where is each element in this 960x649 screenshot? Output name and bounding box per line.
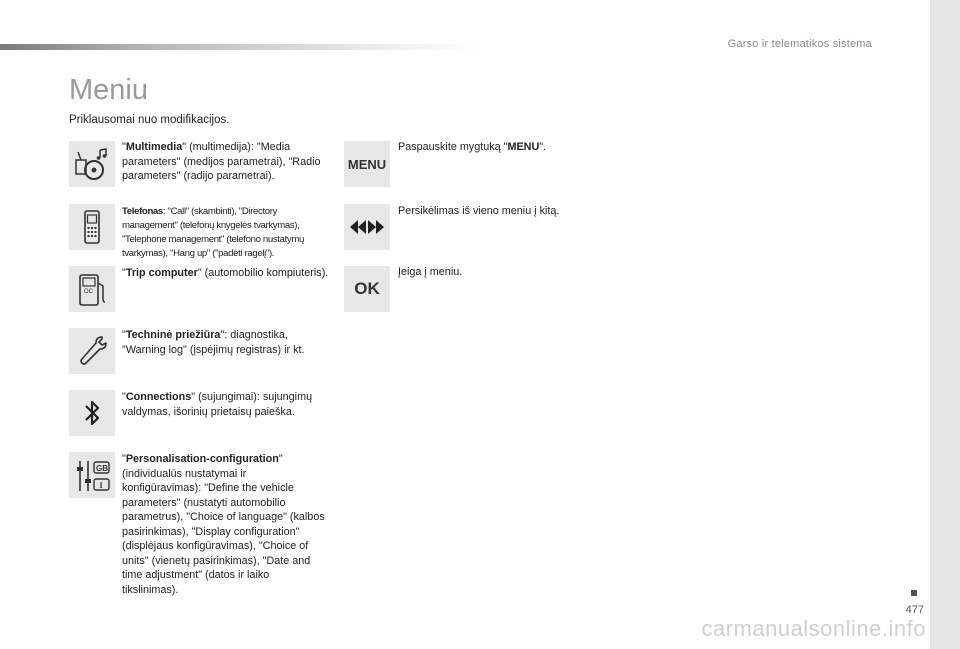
menu-item-telephone [122, 205, 332, 261]
menu-item-desc: " (automobilio kompiuteris). [197, 267, 329, 279]
page-marker [911, 590, 917, 596]
menu-item-maintenance [122, 328, 332, 357]
intro-text: Priklausomai nuo modifikacijos. [69, 114, 230, 126]
watermark-text: carmanualsonline.info [701, 616, 926, 641]
section-title: Garso ir telematikos sistema [727, 38, 872, 50]
svg-text:OC: OC [84, 289, 93, 295]
menu-item-name: Techninė priežiūra [125, 329, 221, 341]
key-desc-text: Paspauskite mygtuką " [398, 141, 508, 153]
menu-button-icon [344, 141, 390, 187]
menu-item-desc: ": diagnostika, "Warning log" (įspėjimų registras) ir kt. [122, 329, 305, 356]
quote-open: " [122, 391, 126, 403]
menu-item-desc: : "Call" (skambinti), "Directory management" (telefonų knygelės tvarkymas), "Telephone management" (telefono nustatymų tvarkymas), "Hang up" ("padėti ragelį"). [122, 206, 304, 259]
key-desc-text: Persikėlimas iš vieno meniu į kitą. [398, 205, 560, 217]
menu-item-name: Trip computer [125, 267, 198, 279]
menu-key-label: MENU [347, 156, 387, 172]
key-desc-arrows [398, 204, 598, 219]
key-desc-text: Įeiga į meniu. [398, 266, 463, 278]
menu-item-multimedia [122, 140, 332, 184]
i-label: I [99, 481, 103, 490]
gb-label: GB [96, 464, 108, 473]
key-desc-ok [398, 265, 598, 280]
ok-button-icon [344, 266, 390, 312]
quote-open: " [122, 267, 126, 279]
bluetooth-icon [69, 390, 115, 436]
menu-item-desc: " (multimedija): "Media parameters" (medijos parametrai), "Radio parameters" (radijo parametrai). [122, 141, 321, 182]
page-number: 477 [905, 604, 924, 616]
key-desc-bold: MENU [507, 141, 540, 153]
quote-open: " [122, 453, 126, 465]
menu-item-name: Telefonas [122, 206, 163, 217]
multimedia-icon [69, 141, 115, 187]
wrench-icon [69, 328, 115, 374]
menu-item-desc: " (individualūs nustatymai ir konfigūravimas): "Define the vehicle parameters" (nustatyti automobilio parametrus), "Choice of language" (kalbos pasirinkimas), "Display configuration" (displėjaus konfigūravimas), "Choice of units" (vienetų pasirinkimas), "Date and time adjustment" (datos ir laiko tikslinimas). [122, 453, 325, 596]
menu-item-connections [122, 390, 332, 419]
menu-item-name: Multimedia [125, 141, 183, 153]
menu-item-personalisation [122, 452, 327, 597]
menu-item-name: Personalisation-configuration [125, 453, 279, 465]
key-desc-menu [398, 140, 598, 155]
menu-item-name: Connections [125, 391, 192, 403]
menu-item-trip-computer [122, 266, 332, 281]
page-title: Meniu [69, 74, 148, 106]
settings-language-icon [69, 452, 115, 498]
phone-icon [69, 204, 115, 250]
quote-open: " [122, 141, 126, 153]
arrows-left-right-icon [344, 204, 390, 250]
trip-computer-icon [69, 266, 115, 312]
ok-key-label: OK [354, 279, 380, 298]
key-desc-text-after: ". [539, 141, 547, 153]
menu-item-desc: " (sujungimai): sujungimų valdymas, išorinių prietaisų paieška. [122, 391, 313, 418]
right-sidebar-strip [930, 0, 960, 649]
header-gradient-bar [0, 44, 480, 50]
quote-open: " [122, 329, 126, 341]
